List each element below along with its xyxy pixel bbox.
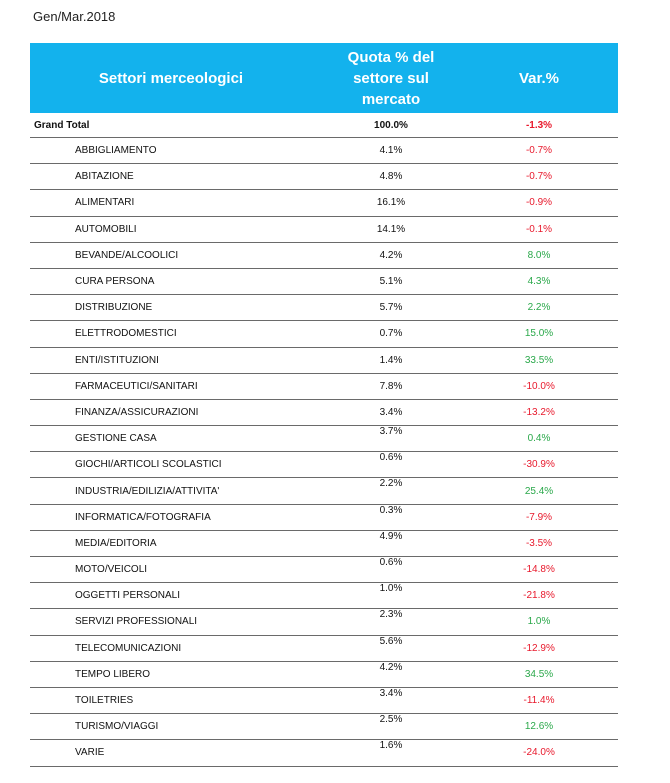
table-row <box>30 321 618 347</box>
share-value: 2.2% <box>322 478 460 504</box>
sector-name: GIOCHI/ARTICOLI SCOLASTICI <box>30 452 322 478</box>
var-value: 8.0% <box>460 242 618 268</box>
table-row <box>30 347 618 373</box>
table-row <box>30 452 618 478</box>
var-value: -7.9% <box>460 504 618 530</box>
var-value: -0.7% <box>460 138 618 164</box>
var-value: -13.2% <box>460 399 618 425</box>
var-value: -3.5% <box>460 530 618 556</box>
sector-name: ABBIGLIAMENTO <box>30 138 322 164</box>
sector-name: FARMACEUTICI/SANITARI <box>30 373 322 399</box>
sector-name: ABITAZIONE <box>30 164 322 190</box>
var-value: -12.9% <box>460 635 618 661</box>
var-value: -10.0% <box>460 373 618 399</box>
table-row <box>30 478 618 504</box>
sector-name: BEVANDE/ALCOOLICI <box>30 242 322 268</box>
share-value: 4.9% <box>322 530 460 556</box>
table-row <box>30 714 618 740</box>
table-header-row <box>30 43 618 113</box>
grand-total-share: 100.0% <box>322 113 460 138</box>
sector-name: GESTIONE CASA <box>30 426 322 452</box>
share-value: 1.0% <box>322 583 460 609</box>
share-value: 4.2% <box>322 661 460 687</box>
sector-name: VARIE <box>30 740 322 766</box>
var-value: 0.4% <box>460 426 618 452</box>
share-value: 2.3% <box>322 609 460 635</box>
table-row <box>30 426 618 452</box>
share-value: 7.8% <box>322 373 460 399</box>
share-value: 16.1% <box>322 190 460 216</box>
table-row <box>30 242 618 268</box>
sector-name: TURISMO/VIAGGI <box>30 714 322 740</box>
var-value: 15.0% <box>460 321 618 347</box>
grand-total-name: Grand Total <box>30 113 322 138</box>
share-value: 0.6% <box>322 557 460 583</box>
table-row <box>30 373 618 399</box>
sector-name: TOILETRIES <box>30 687 322 713</box>
var-value: -0.9% <box>460 190 618 216</box>
var-value: 1.0% <box>460 609 618 635</box>
sector-name: ALIMENTARI <box>30 190 322 216</box>
share-value: 4.1% <box>322 138 460 164</box>
share-value: 2.5% <box>322 714 460 740</box>
sector-name: ELETTRODOMESTICI <box>30 321 322 347</box>
table-row <box>30 190 618 216</box>
var-value: -30.9% <box>460 452 618 478</box>
header-sector: Settori merceologici <box>30 43 322 113</box>
share-value: 0.6% <box>322 452 460 478</box>
share-value: 5.7% <box>322 295 460 321</box>
table-row <box>30 661 618 687</box>
header-var: Var.% <box>460 43 618 113</box>
share-value: 3.7% <box>322 426 460 452</box>
var-value: 12.6% <box>460 714 618 740</box>
table-row <box>30 635 618 661</box>
sector-name: SERVIZI PROFESSIONALI <box>30 609 322 635</box>
share-value: 4.8% <box>322 164 460 190</box>
header-share: Quota % del settore sul mercato <box>322 43 460 113</box>
share-value: 5.1% <box>322 268 460 294</box>
sector-name: OGGETTI PERSONALI <box>30 583 322 609</box>
sector-name: FINANZA/ASSICURAZIONI <box>30 399 322 425</box>
sector-name: CURA PERSONA <box>30 268 322 294</box>
share-value: 3.4% <box>322 687 460 713</box>
sector-name: INDUSTRIA/EDILIZIA/ATTIVITA' <box>30 478 322 504</box>
sector-name: TEMPO LIBERO <box>30 661 322 687</box>
sector-name: DISTRIBUZIONE <box>30 295 322 321</box>
var-value: 2.2% <box>460 295 618 321</box>
period-label: Gen/Mar.2018 <box>33 9 116 24</box>
table-row <box>30 138 618 164</box>
sector-name: TELECOMUNICAZIONI <box>30 635 322 661</box>
share-value: 5.6% <box>322 635 460 661</box>
table-row <box>30 504 618 530</box>
var-value: -0.7% <box>460 164 618 190</box>
table-row <box>30 687 618 713</box>
table-row <box>30 295 618 321</box>
sector-name: AUTOMOBILI <box>30 216 322 242</box>
var-value: -0.1% <box>460 216 618 242</box>
table-row <box>30 268 618 294</box>
grand-total-var: -1.3% <box>460 113 618 138</box>
share-value: 4.2% <box>322 242 460 268</box>
sector-name: INFORMATICA/FOTOGRAFIA <box>30 504 322 530</box>
var-value: -11.4% <box>460 687 618 713</box>
share-value: 3.4% <box>322 399 460 425</box>
share-value: 0.3% <box>322 504 460 530</box>
table-row <box>30 164 618 190</box>
var-value: 25.4% <box>460 478 618 504</box>
table-row <box>30 609 618 635</box>
table-row <box>30 530 618 556</box>
table-row <box>30 740 618 766</box>
var-value: -24.0% <box>460 740 618 766</box>
grand-total-row <box>30 113 618 138</box>
table-row <box>30 399 618 425</box>
share-value: 14.1% <box>322 216 460 242</box>
var-value: -14.8% <box>460 557 618 583</box>
var-value: 33.5% <box>460 347 618 373</box>
table-row <box>30 557 618 583</box>
sector-name: ENTI/ISTITUZIONI <box>30 347 322 373</box>
sector-share-table <box>30 43 618 767</box>
sector-name: MOTO/VEICOLI <box>30 557 322 583</box>
share-value: 1.4% <box>322 347 460 373</box>
table-row <box>30 583 618 609</box>
var-value: -21.8% <box>460 583 618 609</box>
var-value: 4.3% <box>460 268 618 294</box>
table-body <box>30 113 618 766</box>
sector-name: MEDIA/EDITORIA <box>30 530 322 556</box>
var-value: 34.5% <box>460 661 618 687</box>
table-row <box>30 216 618 242</box>
share-value: 1.6% <box>322 740 460 766</box>
share-value: 0.7% <box>322 321 460 347</box>
